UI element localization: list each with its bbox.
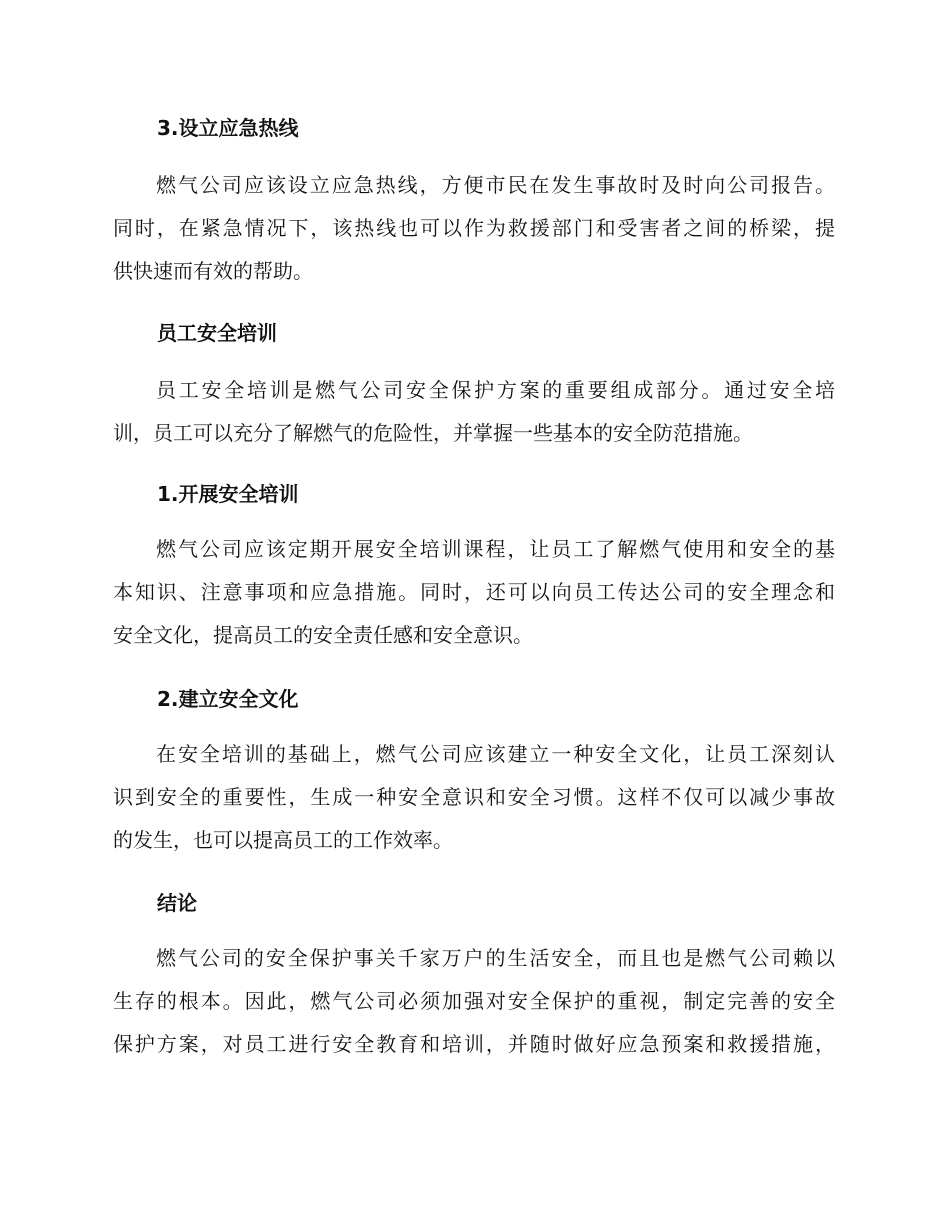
paragraph-line: 燃气公司应该设立应急热线，方便市民在发生事故时及时向公司报告。 [156, 173, 835, 197]
paragraph-line: 在安全培训的基础上，燃气公司应该建立一种安全文化，让员工深刻认 [156, 742, 835, 766]
paragraph-line: 训，员工可以充分了解燃气的危险性，并掌握一些基本的安全防范措施。 [113, 421, 753, 445]
paragraph-line: 同时，在紧急情况下，该热线也可以作为救援部门和受害者之间的桥梁，提 [113, 216, 835, 240]
paragraph-line: 安全文化，提高员工的安全责任感和安全意识。 [113, 623, 533, 647]
section-paragraph [113, 528, 835, 657]
paragraph-line: 燃气公司应该定期开展安全培训课程，让员工了解燃气使用和安全的基 [156, 537, 835, 561]
section-heading: 2.建立安全文化 [157, 687, 299, 711]
paragraph-line: 燃气公司的安全保护事关千家万户的生活安全，而且也是燃气公司赖以 [156, 946, 835, 970]
paragraph-line: 本知识、注意事项和应急措施。同时，还可以向员工传达公司的安全理念和 [113, 580, 835, 604]
section-heading: 结论 [157, 891, 197, 915]
paragraph-line: 供快速而有效的帮助。 [113, 259, 313, 283]
section-paragraph [113, 164, 835, 293]
section-paragraph [113, 937, 835, 1066]
paragraph-line: 生存的根本。因此，燃气公司必须加强对安全保护的重视，制定完善的安全 [113, 989, 835, 1013]
section-heading: 3.设立应急热线 [157, 116, 299, 140]
paragraph-line: 的发生，也可以提高员工的工作效率。 [113, 828, 453, 852]
section-paragraph [113, 733, 835, 862]
section-heading: 1.开展安全培训 [157, 482, 299, 506]
paragraph-line: 员工安全培训是燃气公司安全保护方案的重要组成部分。通过安全培 [156, 378, 835, 402]
section-paragraph [113, 369, 835, 455]
section-heading: 员工安全培训 [157, 321, 277, 345]
paragraph-line: 识到安全的重要性，生成一种安全意识和安全习惯。这样不仅可以减少事故 [113, 785, 835, 809]
paragraph-line: 保护方案，对员工进行安全教育和培训，并随时做好应急预案和救援措施， [113, 1032, 835, 1056]
